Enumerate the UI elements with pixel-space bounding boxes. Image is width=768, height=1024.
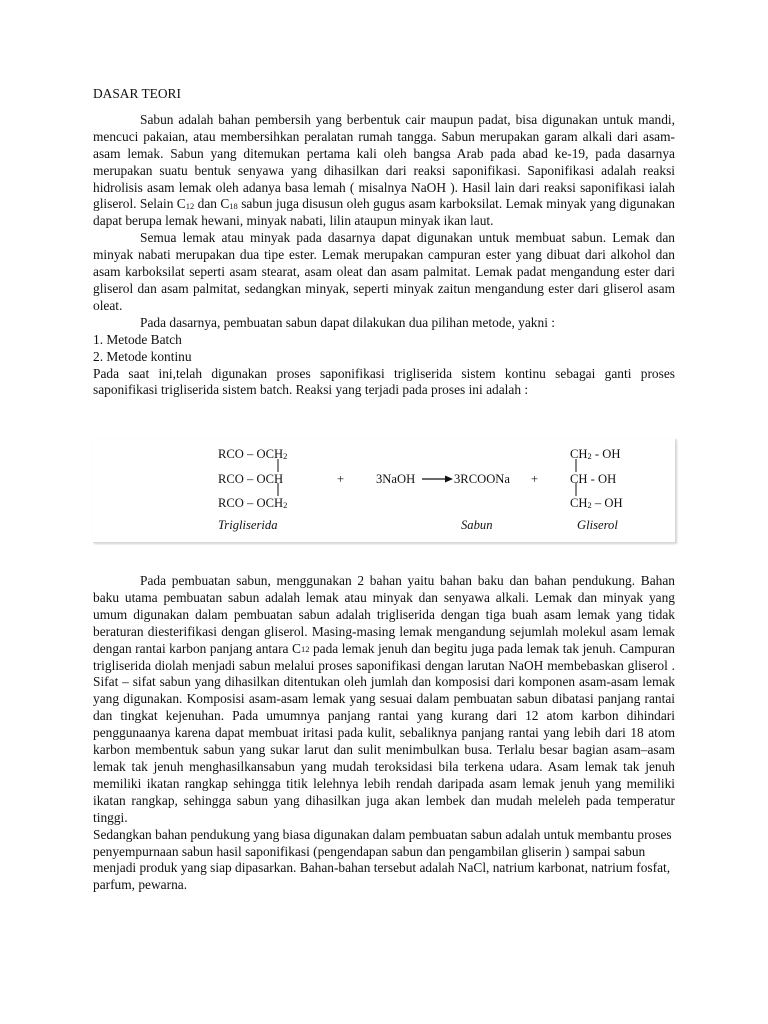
paragraph-text: Pada pembuatan sabun, menggunakan 2 bahan yaitu bahan baku dan bahan pendukung. Bahan baku utama pembuatan sabun adalah lemak atau minyak dan senyawa alkali. Lemak dan minyak yang umum digunakan dalam pembuatan sabun adalah trigliserida dengan tiga buah asam lemak yang tidak beraturan diesterifikasi dengan gliserol. Masing-masing lemak mengandung sejumlah molekul asam lemak dengan rantai karbon panjang antara C bbox=[93, 573, 675, 656]
subscript: 2 bbox=[587, 451, 592, 461]
section-heading: DASAR TEORI bbox=[93, 86, 181, 101]
glycerol-row-2: CH - OH bbox=[570, 472, 617, 486]
caption-sabun: Sabun bbox=[461, 518, 493, 532]
saponification-reaction-figure bbox=[93, 439, 676, 543]
paragraph-text: dan C bbox=[194, 196, 230, 212]
formula-text: - OH bbox=[591, 447, 621, 461]
subscript: 12 bbox=[300, 643, 310, 654]
triglyceride-row-1 bbox=[218, 447, 287, 461]
formula-text: – OH bbox=[591, 496, 623, 510]
paragraph-bahan-baku bbox=[93, 573, 675, 827]
formula-text: CH bbox=[570, 447, 588, 461]
reagent-naoh: 3NaOH bbox=[376, 472, 416, 486]
document-body-continued bbox=[93, 573, 675, 894]
arrow-head-icon bbox=[445, 476, 453, 483]
glycerol-row-3 bbox=[570, 496, 623, 510]
subscript: 2 bbox=[283, 500, 288, 510]
paragraph-text: pada lemak jenuh dan begitu juga pada lemak tak jenuh. Campuran trigliserida diolah menjadi sabun melalui proses saponifikasi dengan larutan NaOH membebaskan gliserol . Sifat – sifat sabun yang dihasilkan ditentukan oleh jumlah dan komposisi dari komponen asam-asam lemak yang digunakan. Komposisi asam-asam lemak yang sesuai dalam pembuatan sabun dibatasi panjang rantai dan tingkat kejenuhan. Pada umumnya panjang rantai yang kurang dari 12 atom karbon dihindari penggunaanya karena dapat membuat iritasi pada kulit, sebaliknya panjang rantai yang lebih dari 18 atom karbon membentuk sabun yang sukar larut dan sulit menimbulkan busa. Terlalu besar bagian asam–asam lemak tak jenuh menghasilkansabun yang mudah teroksidasi bila terkena udara. Asam lemak tak jenuh memiliki ikatan rangkap sehingga titik lelehnya lebih rendah daripada asam lemak jenuh yang memiliki ikatan rangkap, sehingga sabun yang dihasilkan juga akan lembek dan mudah meleleh pada temperatur tinggi. bbox=[93, 640, 675, 825]
paragraph-lemak-minyak: Semua lemak atau minyak pada dasarnya dapat digunakan untuk membuat sabun. Lemak dan minyak nabati merupakan dua tipe ester. Lemak merupakan campuran ester yang dibuat dari alkohol dan asam karboksilat seperti asam stearat, asam oleat dan asam palmitat. Lemak padat mengandung ester dari gliserol dan asam palmitat, sedangkan minyak, seperti minyak zaitun mengandung ester dari gliserol asam oleat. bbox=[93, 230, 675, 313]
paragraph-bahan-pendukung: Sedangkan bahan pendukung yang biasa digunakan dalam pembuatan sabun adalah untuk membantu proses penyempurnaan sabun hasil saponifikasi (pengendapan sabun dan pengambilan gliserin ) sampai sabun menjadi produk yang siap dipasarkan. Bahan-bahan tersebut adalah NaCl, natrium karbonat, natrium fosfat, parfum, pewarna. bbox=[93, 826, 672, 893]
triglyceride-row-2: RCO – OCH bbox=[218, 472, 284, 486]
subscript: 2 bbox=[587, 500, 592, 510]
list-item-metode-kontinu: 2. Metode kontinu bbox=[93, 348, 192, 364]
paragraph-text: sabun juga disusun oleh gugus asam karboksilat. Lemak minyak yang digunakan dapat berupa lemak hewani, minyak nabati, lilin ataupun minyak ikan laut. bbox=[93, 196, 675, 229]
subscript: 12 bbox=[185, 201, 195, 212]
paragraph-text: Sabun adalah bahan pembersih yang berbentuk cair maupun padat, bisa digunakan untuk mandi, mencuci pakaian, atau membersihkan peralatan rumah tangga. Sabun merupakan garam alkali dari asam-asam lemak. Sabun yang ditemukan pertama kali oleh bangsa Arab pada abad ke-19, pada dasarnya merupakan suatu bentuk senyawa yang dihasilkan dari reaksi saponifikasi. Saponifikasi adalah reaksi hidrolisis asam lemak oleh adanya basa lemah ( misalnya NaOH ). Hasil lain dari reaksi saponifikasi ialah gliserol. Selain C bbox=[93, 111, 675, 212]
caption-trigliserida: Trigliserida bbox=[218, 518, 278, 532]
formula-text: CH bbox=[570, 496, 588, 510]
formula-text: RCO – OCH bbox=[218, 496, 284, 510]
list-item-metode-batch: 1. Metode Batch bbox=[93, 331, 182, 347]
formula-text: RCO – OCH bbox=[218, 447, 284, 461]
triglyceride-row-3 bbox=[218, 496, 287, 510]
document-body bbox=[93, 86, 675, 399]
subscript: 18 bbox=[229, 201, 238, 212]
plus-sign: + bbox=[337, 472, 345, 486]
subscript: 2 bbox=[283, 451, 288, 461]
product-soap-formula: 3RCOONa bbox=[454, 472, 510, 486]
plus-sign: + bbox=[531, 472, 539, 486]
caption-gliserol: Gliserol bbox=[577, 518, 618, 532]
paragraph-proses-kontinu: Pada saat ini,telah digunakan proses saponifikasi trigliserida sistem kontinu sebagai ganti proses saponifikasi trigliserida sistem batch. Reaksi yang terjadi pada proses ini adalah : bbox=[93, 365, 675, 398]
paragraph-sabun-definition bbox=[93, 112, 675, 230]
paragraph-metode: Pada dasarnya, pembuatan sabun dapat dilakukan dua pilihan metode, yakni : bbox=[140, 314, 555, 330]
glycerol-row-1 bbox=[570, 447, 620, 461]
